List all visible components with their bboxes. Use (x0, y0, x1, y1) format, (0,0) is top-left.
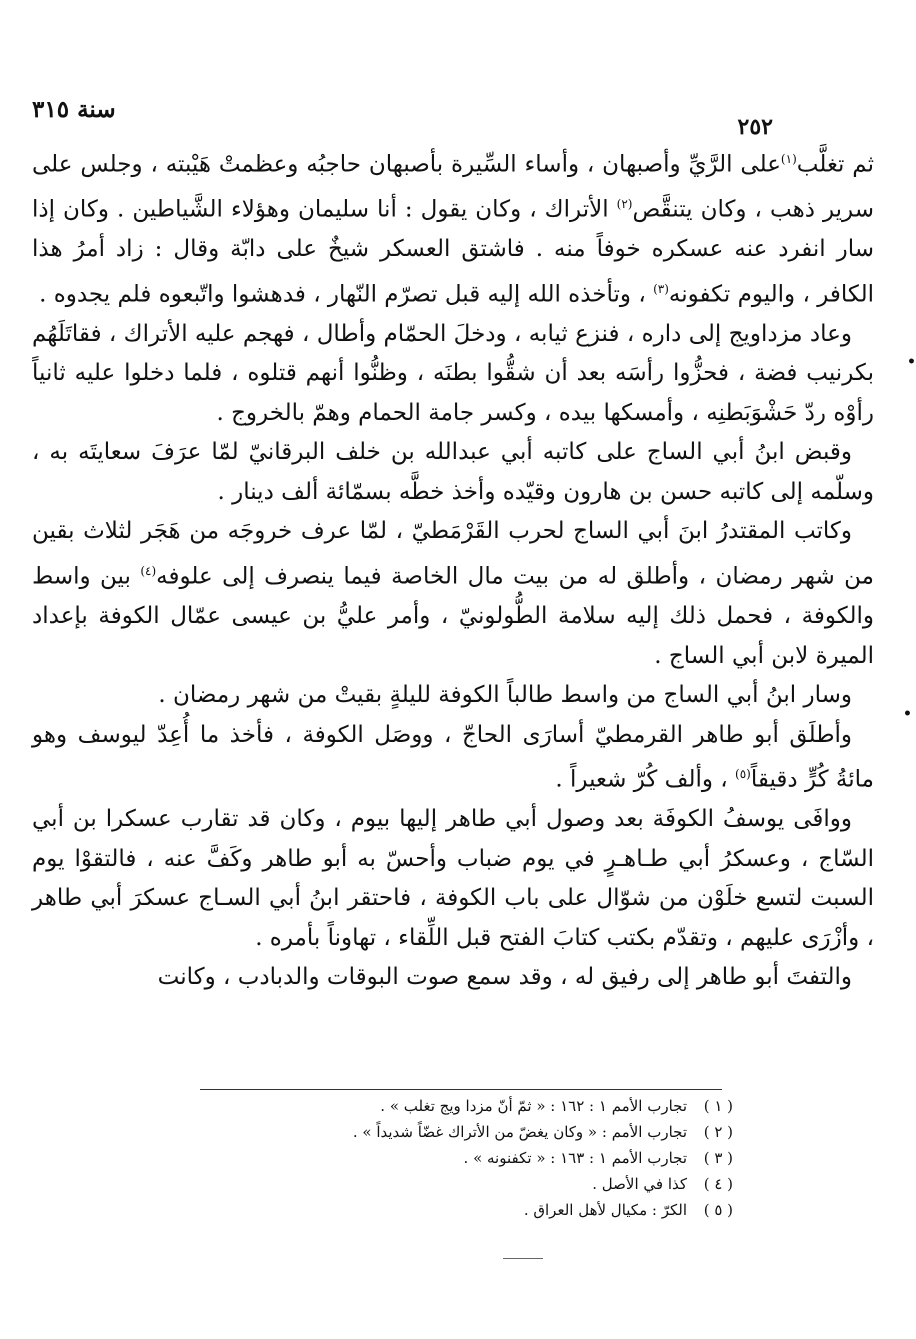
paragraph-7: ووافَى يوسفُ الكوفَة بعد وصول أبي طاهر إليها بيوم ، وكان قد تقارب عسكرا بن أبي السّاج ، وعسكرُ أبي طـاهـرٍ في يوم ضباب وأحسّ به أبو طاهر وكَفَّ عنه ، فالتقوْا يوم السبت لتسع خلَوْن من شوّال على باب الكوفة ، فاحتقر ابنُ أبي السـاج عسكرَ أبي طاهر ، وأزْرَى عليهم ، وتقدّم بكتب كتابَ الفتح قبل اللِّقاء ، تهاوناً بأمره . (32, 806, 874, 951)
paragraph-1 (32, 140, 874, 315)
text-run: ، وألف كُرّ شعيراً . (555, 766, 736, 793)
footnote-text: كذا في الأصل . (592, 1175, 687, 1193)
footnote-number: ( ٣ ) (703, 1149, 733, 1167)
footnote-ref-2: (٢) (616, 197, 633, 212)
footnote-3 (213, 1145, 733, 1171)
footnote-number: ( ٤ ) (703, 1175, 733, 1193)
margin-dot-mark: • (903, 706, 912, 722)
paragraph-4 (32, 512, 874, 676)
footnote-separator (200, 1089, 722, 1090)
footnote-number: ( ٢ ) (703, 1123, 733, 1141)
text-run: بين واسط والكوفة ، فحمل ذلك إليه سلامة الطُّولونيّ ، وأمر عليُّ بن عيسى عمّال الكوفة بإعداد الميرة لابن أبي الساج . (32, 563, 874, 669)
footnote-text: تجارب الأمم ١ : ١٦٢ : « ثمّ أنّ مزدا ويج تغلب » . (380, 1097, 687, 1115)
text-run: على الرَّيِّ وأصبهان ، وأساء السِّيرة بأصبهان حاجبُه وعظمتْ هَيْبته ، وجلس على سرير ذهب ، وكان يتنقَّص (32, 151, 874, 223)
footnote-number: ( ١ ) (703, 1097, 733, 1115)
paragraph-8: والتفتَ أبو طاهر إلى رفيق له ، وقد سمع صوت البوقات والدبادب ، وكانت (157, 964, 852, 991)
text-run: ثم تغلَّب (796, 151, 874, 178)
text-run: وكاتب المقتدرُ ابنَ أبي الساج لحرب القَرْمَطيّ ، لمّا عرف خروجَه من هَجَر لثلاث بقين من شهر رمضان ، وأطلق له من بيت مال الخاصة فيما ينصرف إلى علوفه (32, 518, 874, 590)
footnote-4 (213, 1171, 733, 1197)
footnote-1 (213, 1093, 733, 1119)
footnote-2 (213, 1119, 733, 1145)
footnote-text: تجارب الأمم ١ : ١٦٣ : « تكفنونه » . (463, 1149, 687, 1167)
text-run: ، وتأخذه الله إليه قبل تصرّم النّهار ، فدهشوا واتّبعوه فلم يجدوه . (39, 281, 654, 308)
text-run: الأتراك ، وكان يقول : أنا سليمان وهؤلاء الشَّياطين . وكان إذا سار انفرد عنه عسكره خوفاً منه . فاشتق العسكر شيخٌ على دابّة وقال : زاد أمرُ هذا الكافر ، واليوم تكفونه (32, 196, 874, 308)
running-header-year: سنة ٣١٥ (32, 96, 116, 123)
footnote-ref-4: (٤) (140, 563, 157, 578)
page-number: ٢٥٢ (737, 114, 773, 140)
text-run: وأطلَق أبو طاهر القرمطيّ أسارَى الحاجّ ، ووصَل الكوفة ، فأخذ ما أُعِدّ ليوسف وهو مائةُ كُرٍّ دقيقاً (32, 721, 874, 793)
margin-dot-mark: • (907, 354, 916, 370)
footnote-text: تجارب الأمم : « وكان يغضّ من الأتراك غضّاً شديداً » . (352, 1123, 687, 1141)
paragraph-3: وقبض ابنُ أبي الساج على كاتبه أبي عبدالله بن خلف البرقانيّ لمّا عرَفَ سعايتَه به ، وسلّمه إلى كاتبه حسن بن هارون وقيّده وأخذ خطَّه بسمّائة ألف دينار . (32, 439, 874, 505)
footnotes (213, 1093, 733, 1223)
paragraph-5: وسار ابنُ أبي الساج من واسط طالباً الكوفة لليلةٍ بقيتْ من شهر رمضان . (158, 682, 852, 709)
footnote-ref-1: (١) (780, 152, 797, 166)
main-text (32, 140, 874, 998)
paragraph-2: وعاد مزداويج إلى داره ، فنزع ثيابه ، ودخلَ الحمّام وأطال ، فهجم عليه الأتراك ، فقاتَلَهُم بكرنيب فضة ، فحزُّوا رأسَه بعد أن شقُّوا بطنَه ، وظنُّوا أنهم قتلوه ، فلما دخلوا عليه ثانياً رأوْه ردّ حَشْوَبَطنِه ، وأمسكها بيده ، وكسر جامة الحمام وهمّ بالخروج . (32, 320, 874, 426)
footnote-ref-5: (٥) (735, 767, 751, 782)
bottom-dash (503, 1258, 543, 1259)
footnote-number: ( ٥ ) (703, 1201, 733, 1219)
footnote-ref-3: (٣) (653, 281, 669, 296)
footnote-text: الكرّ : مكيال لأهل العراق . (523, 1201, 687, 1219)
footnote-5 (213, 1197, 733, 1223)
paragraph-6 (32, 716, 874, 801)
